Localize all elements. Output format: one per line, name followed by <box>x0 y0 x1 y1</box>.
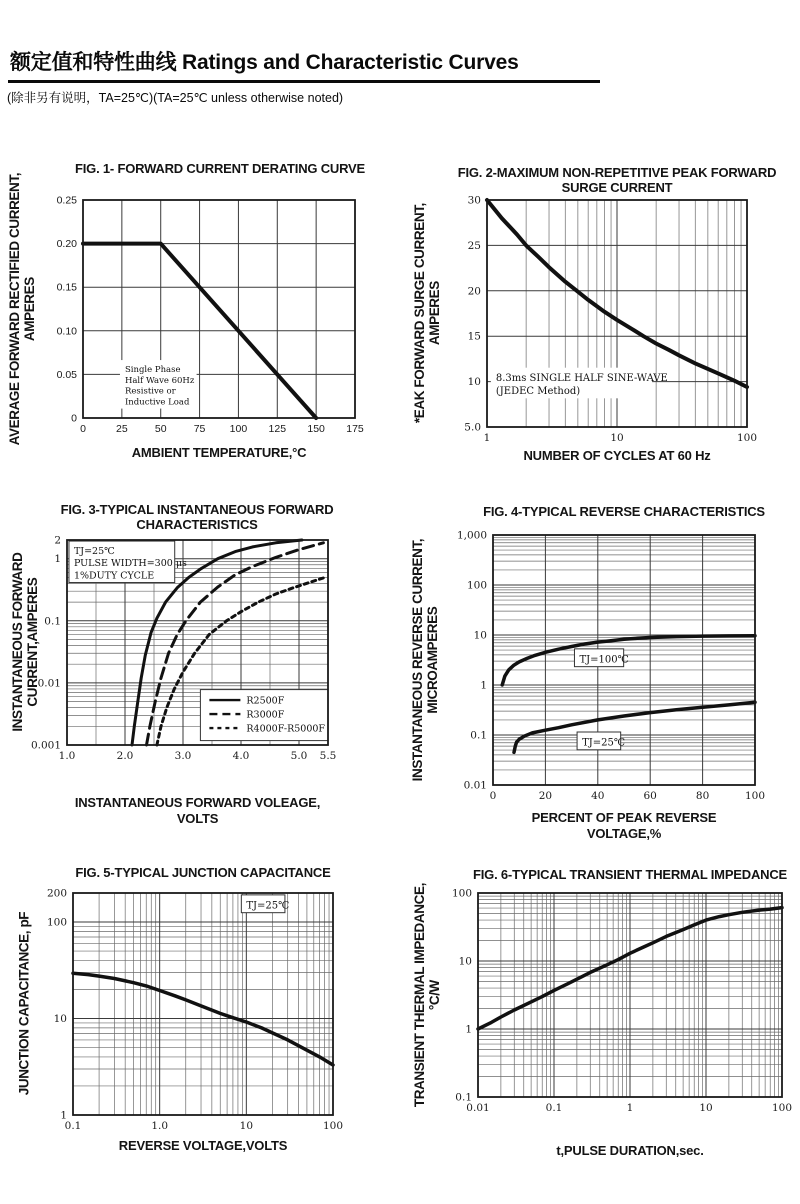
svg-text:25: 25 <box>467 239 481 252</box>
svg-text:5.5: 5.5 <box>319 750 337 762</box>
svg-text:2: 2 <box>54 534 61 547</box>
figure-5 <box>0 855 400 1204</box>
svg-text:40: 40 <box>591 790 605 802</box>
svg-text:10: 10 <box>467 376 481 389</box>
figure-4 <box>400 495 800 845</box>
svg-text:0: 0 <box>489 790 497 802</box>
svg-text:Resistive or: Resistive or <box>124 386 176 397</box>
svg-text:0.01: 0.01 <box>463 779 487 792</box>
svg-text:Inductive Load: Inductive Load <box>124 397 190 408</box>
svg-text:5.0: 5.0 <box>290 750 308 762</box>
svg-text:10: 10 <box>610 432 624 444</box>
svg-text:0.001: 0.001 <box>30 739 61 752</box>
svg-text:1: 1 <box>480 679 487 692</box>
fig4-chart <box>400 495 800 845</box>
fig2-chart <box>400 140 800 485</box>
svg-text:1: 1 <box>483 432 491 444</box>
fig2-x-title-line: NUMBER OF CYCLES AT 60 Hz <box>523 448 711 463</box>
figure-6 <box>400 855 800 1204</box>
svg-text:100: 100 <box>46 916 67 929</box>
svg-text:8.3ms SINGLE HALF SINE-WAVE: 8.3ms SINGLE HALF SINE-WAVE <box>495 373 668 385</box>
svg-text:100: 100 <box>322 1120 344 1132</box>
fig5-x-axis-title <box>73 1138 333 1154</box>
svg-text:TJ=25℃: TJ=25℃ <box>246 900 290 912</box>
fig3-y-title-line: INSTANTANEOUS FORWARD <box>9 552 25 732</box>
svg-text:0: 0 <box>71 412 77 425</box>
fig4-y-title-line: MICROAMPERES <box>425 606 440 714</box>
svg-text:25: 25 <box>116 423 128 435</box>
fig3-x-title-line: INSTANTANEOUS FORWARD VOLEAGE, <box>74 795 321 810</box>
fig1-y-title-line: AMPERES <box>22 277 37 342</box>
fig6-x-title-line: t,PULSE DURATION,sec. <box>556 1143 704 1158</box>
fig1-title-line: FIG. 1- FORWARD CURRENT DERATING CURVE <box>75 161 365 176</box>
svg-text:0.1: 0.1 <box>64 1120 82 1132</box>
svg-text:1.0: 1.0 <box>58 750 76 762</box>
svg-text:150: 150 <box>307 423 325 435</box>
svg-text:1: 1 <box>626 1102 634 1114</box>
fig2-title-line: FIG. 2-MAXIMUM NON-REPETITIVE PEAK FORWARD <box>457 165 777 180</box>
figure-3 <box>0 495 400 845</box>
svg-text:0.01: 0.01 <box>37 677 61 690</box>
svg-text:5.0: 5.0 <box>464 421 481 434</box>
svg-text:100: 100 <box>451 887 472 900</box>
svg-text:0.15: 0.15 <box>56 281 77 294</box>
svg-text:0.01: 0.01 <box>466 1102 490 1114</box>
fig6-x-axis-title <box>478 1143 782 1159</box>
svg-text:100: 100 <box>744 790 766 802</box>
svg-text:3.0: 3.0 <box>174 750 192 762</box>
fig4-title-line: FIG. 4-TYPICAL REVERSE CHARACTERISTICS <box>483 504 765 519</box>
svg-text:20: 20 <box>538 790 553 802</box>
fig1-y-title-line: AVERAGE FORWARD RECTIFIED CURRENT, <box>6 172 22 446</box>
svg-text:0.25: 0.25 <box>56 194 77 207</box>
svg-text:0.1: 0.1 <box>455 1091 472 1104</box>
svg-text:10: 10 <box>239 1120 254 1132</box>
svg-text:100: 100 <box>466 579 487 592</box>
svg-text:1%DUTY CYCLE: 1%DUTY CYCLE <box>73 570 155 582</box>
fig3-chart <box>0 495 400 845</box>
svg-text:(JEDEC Method): (JEDEC Method) <box>495 386 581 397</box>
svg-text:175: 175 <box>346 423 364 435</box>
fig5-title-line: FIG. 5-TYPICAL JUNCTION CAPACITANCE <box>75 865 331 880</box>
figure-2 <box>400 140 800 485</box>
svg-text:0.10: 0.10 <box>56 325 77 338</box>
svg-text:125: 125 <box>268 423 287 435</box>
fig3-x-axis-title <box>67 795 328 826</box>
svg-text:100: 100 <box>229 423 248 435</box>
svg-text:10: 10 <box>458 955 472 968</box>
fig4-y-title-line: INSTANTANEOUS REVERSE CURRENT, <box>409 538 425 782</box>
fig5-x-title-line: REVERSE VOLTAGE,VOLTS <box>118 1138 288 1153</box>
svg-text:Single Phase: Single Phase <box>124 364 181 375</box>
svg-text:PULSE WIDTH=300 μs: PULSE WIDTH=300 μs <box>73 558 187 570</box>
fig2-y-title-line: *EAK FORWARD SURGE CURRENT, <box>411 203 427 424</box>
fig1-x-title-line: AMBIENT TEMPERATURE,°C <box>131 445 307 460</box>
fig4-x-title-line: PERCENT OF PEAK REVERSE VOLTAGE,% <box>531 810 717 841</box>
svg-text:0.1: 0.1 <box>545 1102 563 1114</box>
svg-text:75: 75 <box>193 423 206 435</box>
svg-text:1: 1 <box>60 1109 67 1122</box>
svg-text:30: 30 <box>467 194 481 207</box>
fig3-title-line: FIG. 3-TYPICAL INSTANTANEOUS FORWARD <box>60 502 334 517</box>
fig4-x-axis-title <box>493 810 755 841</box>
svg-text:1: 1 <box>465 1023 472 1036</box>
svg-text:50: 50 <box>154 423 167 435</box>
fig1-chart <box>0 140 400 485</box>
svg-text:10: 10 <box>473 629 487 642</box>
svg-text:100: 100 <box>736 432 758 444</box>
svg-text:1: 1 <box>54 553 61 566</box>
fig3-x-title-line: VOLTS <box>176 810 219 826</box>
svg-text:10: 10 <box>699 1102 713 1114</box>
figure-1 <box>0 140 400 485</box>
svg-text:80: 80 <box>695 790 710 802</box>
fig2-x-axis-title <box>487 448 747 464</box>
svg-text:0.20: 0.20 <box>56 238 77 251</box>
svg-text:200: 200 <box>46 887 67 900</box>
svg-text:2.0: 2.0 <box>116 750 134 762</box>
title-underline <box>8 80 600 83</box>
fig2-y-title-line: AMPERES <box>427 281 442 346</box>
page-condition-note: (除非另有说明，TA=25℃)(TA=25℃ unless otherwise noted) <box>7 91 344 105</box>
svg-text:0.1: 0.1 <box>44 615 61 628</box>
fig6-y-title-line: °C/W <box>427 980 442 1011</box>
fig3-y-title-line: CURRENT,AMPERES <box>25 577 40 707</box>
svg-text:1.0: 1.0 <box>151 1120 169 1132</box>
svg-text:R2500F: R2500F <box>246 695 285 707</box>
svg-text:Half Wave 60Hz: Half Wave 60Hz <box>124 375 195 386</box>
fig6-y-title-line: TRANSIENT THERMAL IMPEDANCE, <box>411 883 427 1108</box>
fig3-title-line: CHARACTERISTICS <box>136 516 258 532</box>
svg-text:10: 10 <box>53 1013 67 1026</box>
fig1-x-axis-title <box>83 445 355 461</box>
svg-text:0: 0 <box>80 423 86 435</box>
svg-text:4.0: 4.0 <box>232 750 250 762</box>
svg-text:TJ=25℃: TJ=25℃ <box>582 737 626 749</box>
svg-text:TJ=100℃: TJ=100℃ <box>579 654 629 666</box>
svg-text:15: 15 <box>467 330 481 343</box>
svg-text:100: 100 <box>771 1102 793 1114</box>
fig5-y-title-line: JUNCTION CAPACITANCE, pF <box>16 911 32 1096</box>
svg-text:60: 60 <box>643 790 657 802</box>
fig2-title-line: SURGE CURRENT <box>561 179 673 195</box>
page-title: 额定值和特性曲线 Ratings and Characteristic Curves <box>10 51 519 74</box>
svg-text:20: 20 <box>467 285 481 298</box>
svg-text:1,000: 1,000 <box>456 529 487 542</box>
svg-text:R4000F-R5000F: R4000F-R5000F <box>246 723 326 735</box>
svg-text:R3000F: R3000F <box>246 709 285 721</box>
svg-text:TJ=25℃: TJ=25℃ <box>73 546 115 558</box>
svg-text:0.1: 0.1 <box>470 729 487 742</box>
svg-text:0.05: 0.05 <box>56 368 77 381</box>
fig6-title-line: FIG. 6-TYPICAL TRANSIENT THERMAL IMPEDANCE <box>473 867 787 882</box>
